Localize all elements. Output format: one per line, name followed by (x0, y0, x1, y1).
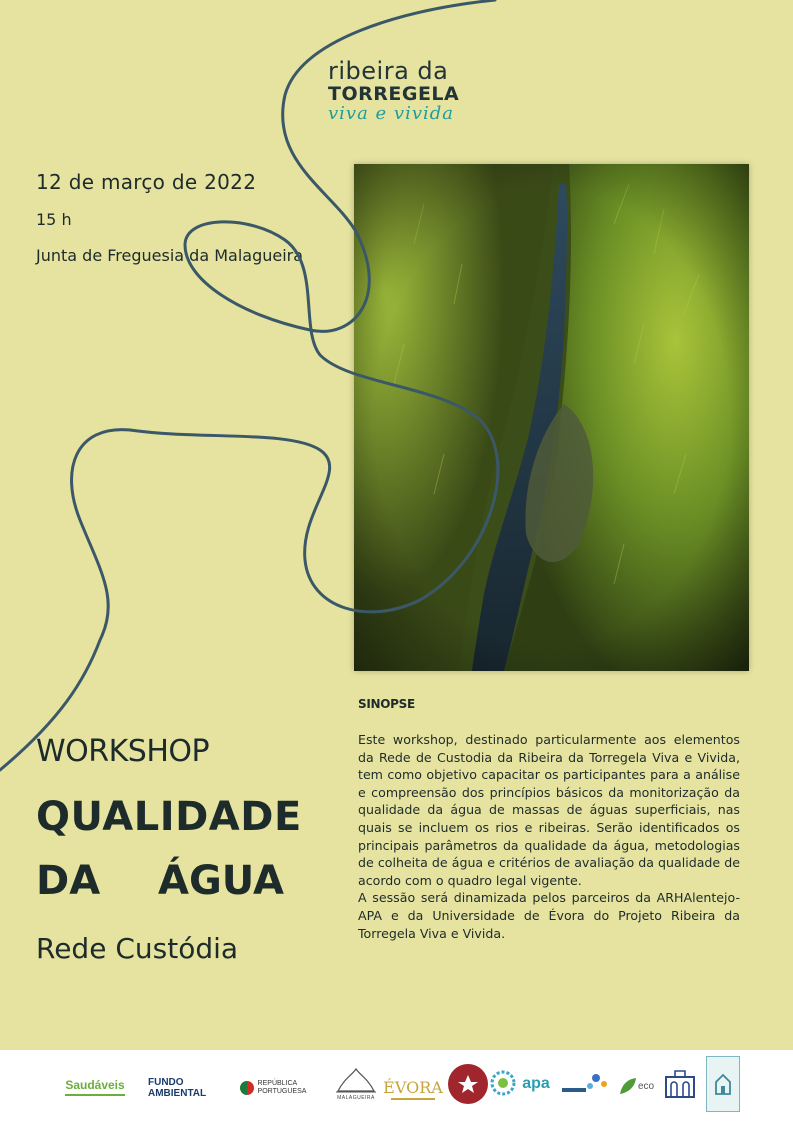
republica-portuguesa-logo: REPÚBLICA PORTUGUESA (236, 1076, 310, 1100)
eco-logo: eco (612, 1074, 660, 1098)
synopsis-paragraph-2: A sessão será dinamizada pelos parceiros da ARHAlentejo-APA e da Universidade de Évora do Projeto Ribeira da Torregela Viva e Vivida. (358, 890, 740, 941)
title-line-2-word-1: DA (36, 858, 101, 904)
title-line-2 (36, 858, 284, 904)
logo-line-3: viva e vivida (328, 103, 455, 124)
leaf-icon (618, 1076, 638, 1096)
church-icon (713, 1072, 733, 1096)
partner-logo-6 (560, 1072, 610, 1096)
workshop-label: WORKSHOP (36, 734, 210, 769)
fundo-ambiental-logo: FUNDO AMBIENTAL (148, 1077, 207, 1099)
dots-icon (490, 1070, 516, 1096)
university-emblem-icon (457, 1073, 479, 1095)
building-icon (663, 1065, 697, 1099)
synopsis-body (358, 731, 740, 942)
flag-icon (240, 1081, 254, 1095)
partner-logos-footer (0, 1050, 793, 1122)
malagueira-icon (334, 1065, 378, 1095)
synopsis-heading: SINOPSE (358, 697, 415, 711)
evora-logo: ÉVORA (384, 1076, 442, 1102)
circle-dots-logo (490, 1070, 516, 1096)
title-line-1: QUALIDADE (36, 794, 302, 840)
saudaveis-logo: Saudáveis (62, 1075, 128, 1099)
logo-line-1: ribeira da (328, 57, 449, 85)
project-logo (328, 58, 478, 124)
event-place: Junta de Freguesia da Malagueira (36, 246, 304, 265)
title-line-2-word-2: ÁGUA (158, 858, 284, 904)
logo-line-2: TORREGELA (328, 83, 460, 105)
apa-logo: apa (522, 1075, 550, 1092)
building-logo (662, 1062, 698, 1102)
malagueira-logo: MALAGUEIRA (330, 1058, 382, 1108)
event-time: 15 h (36, 210, 72, 229)
event-date: 12 de março de 2022 (36, 170, 257, 194)
stream-photo (354, 164, 749, 671)
subtitle: Rede Custódia (36, 932, 239, 965)
synopsis-paragraph-1: Este workshop, destinado particularmente aos elementos da Rede de Custodia da Ribeira da Torregela Viva e Vivida, tem como objetivo capacitar os participantes para a análise e compreensão dos princípios básicos da monitorização da qualidade da água de massas de águas superficiais, nas quais se incluem os rios e ribeiras. Serão identificados os principais parâmetros da qualidade da água, metodologias de colheita de água e critérios de avaliação da qualidade de acordo com o quadro legal vigente. (358, 732, 740, 888)
junta-freguesia-logo (706, 1056, 740, 1112)
universidade-evora-logo (448, 1064, 488, 1104)
bubbles-icon (560, 1072, 610, 1096)
